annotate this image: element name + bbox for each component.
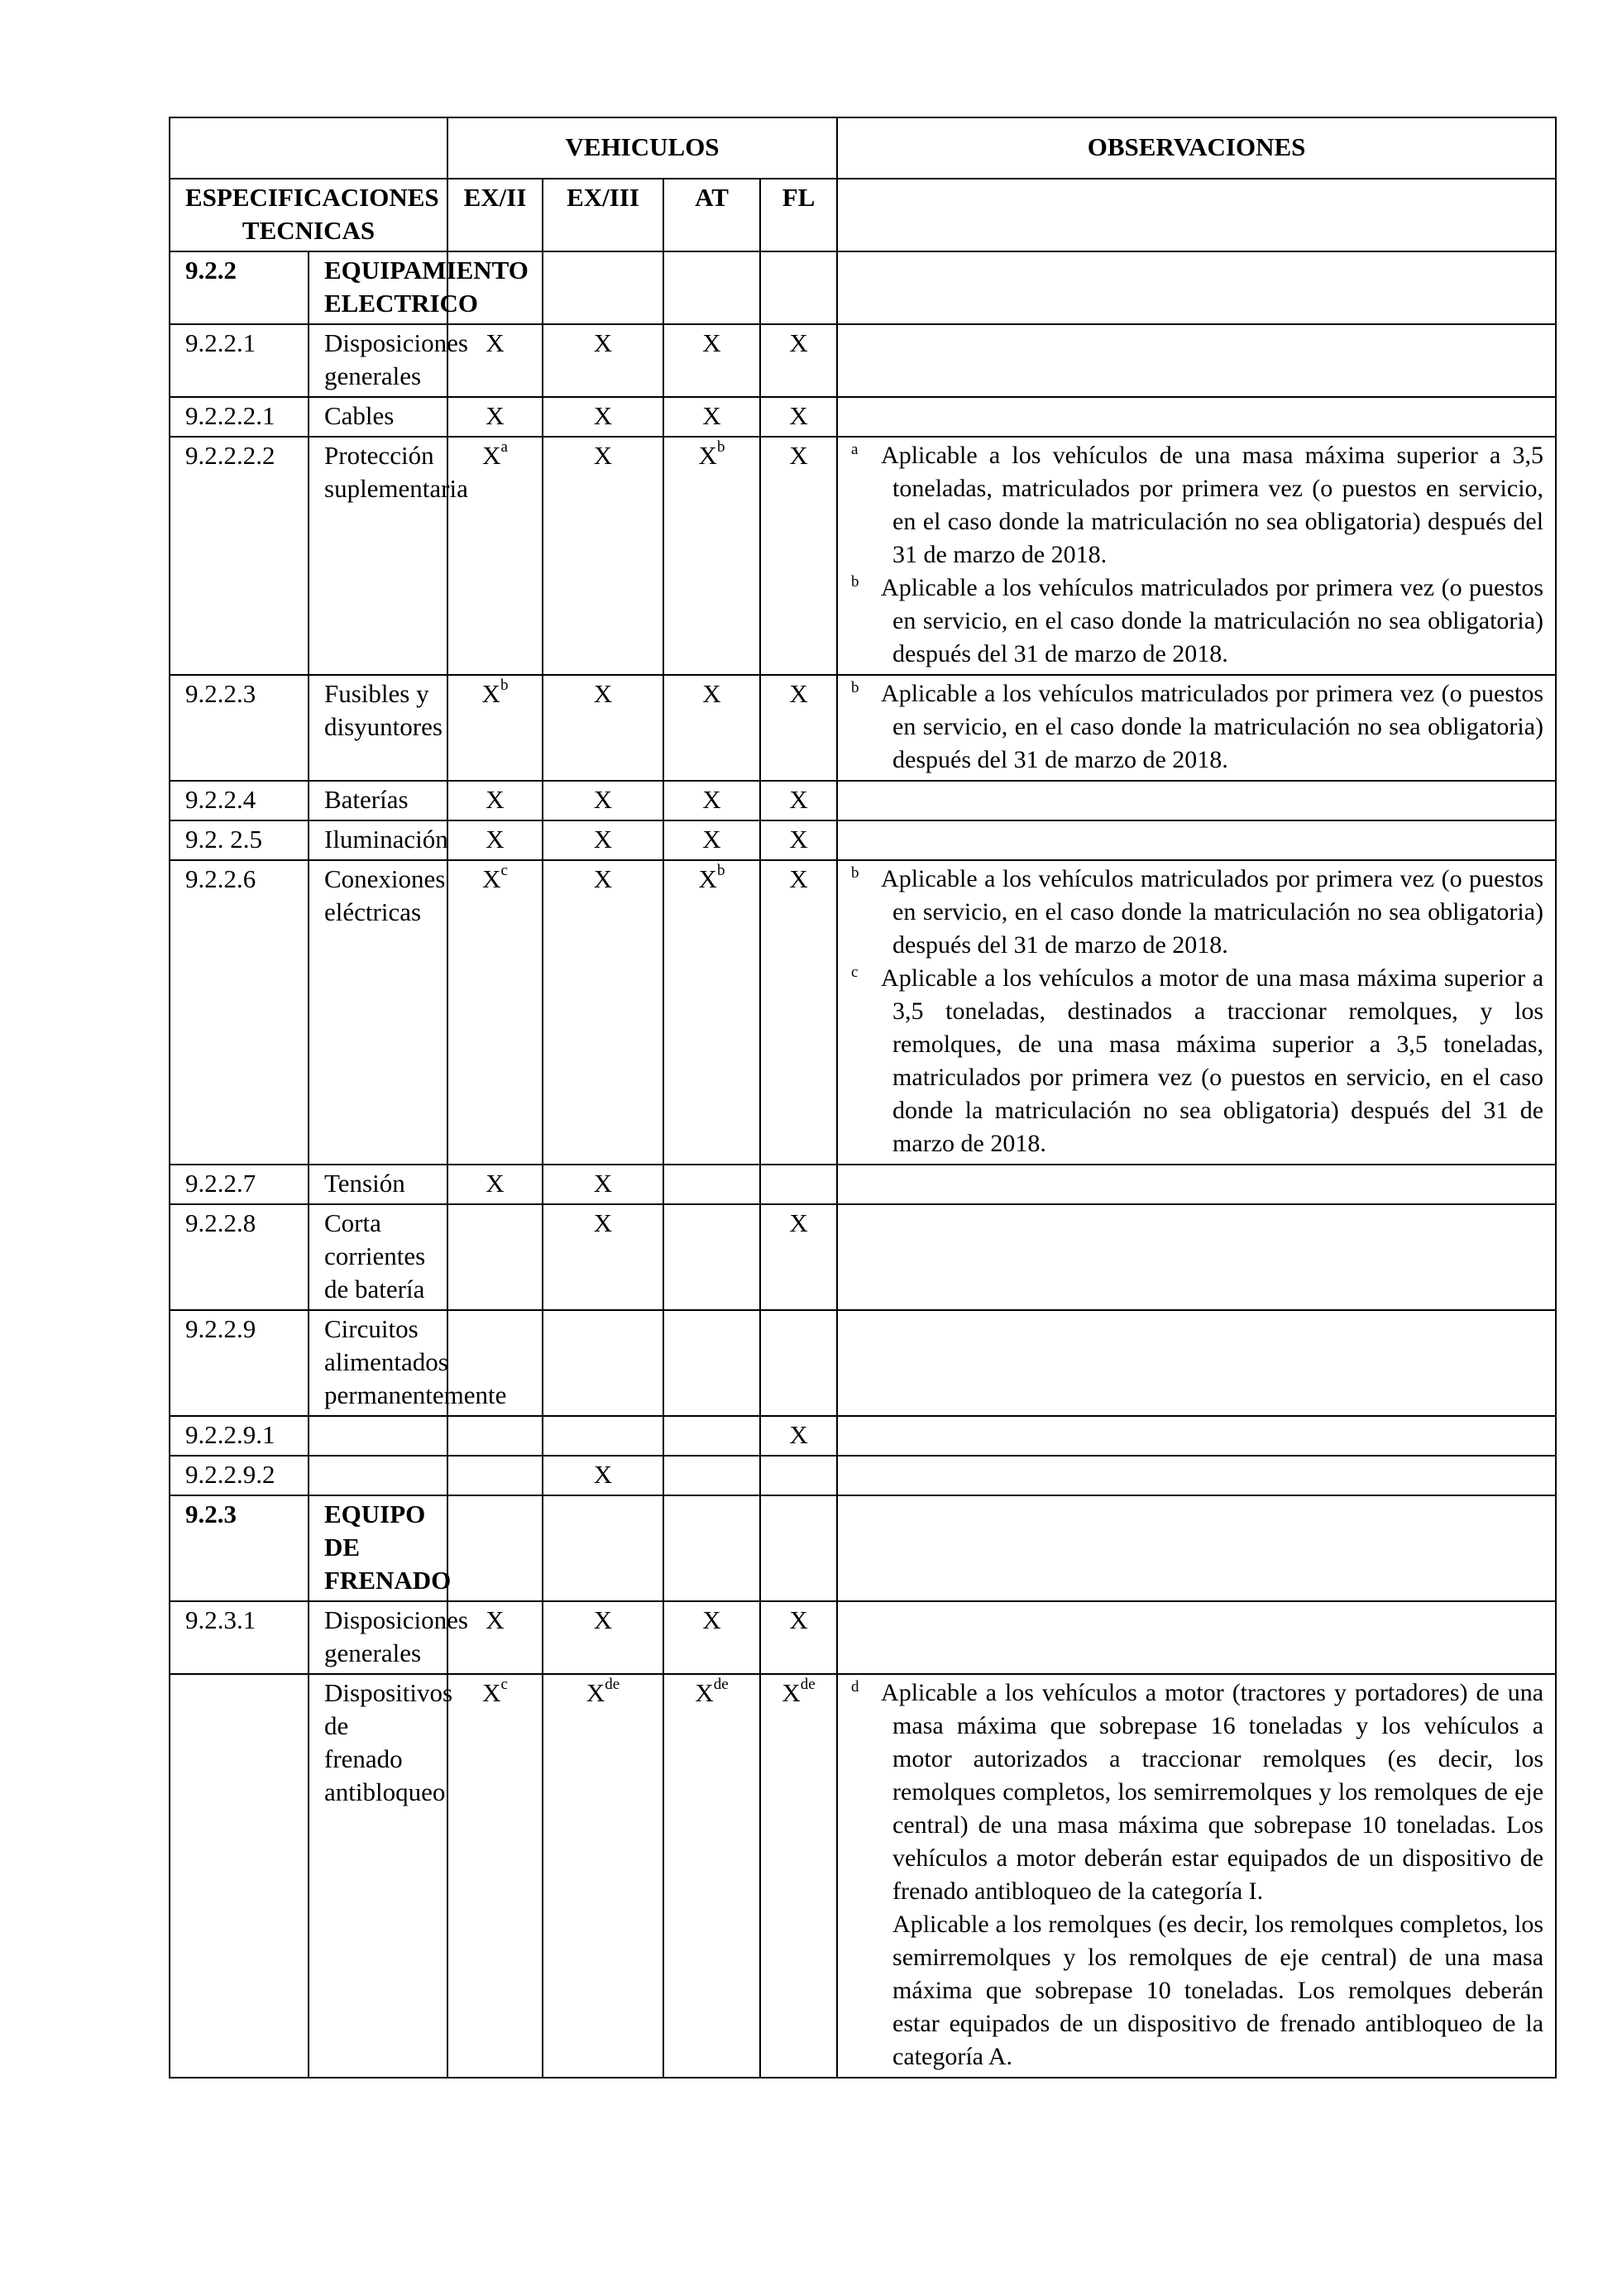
section-label: Protección suplementaria (309, 437, 447, 675)
applicability-mark: X (789, 1605, 808, 1634)
applicability-cell (760, 324, 837, 397)
section-label: EQUIPAMIENTO ELECTRICO (309, 251, 447, 324)
section-label: EQUIPO DE FRENADO (309, 1495, 447, 1601)
observations-cell (837, 324, 1556, 397)
applicability-cell (663, 675, 760, 781)
applicability-mark: X (702, 785, 721, 814)
applicability-mark: X (698, 441, 717, 470)
observations-cell (837, 820, 1556, 860)
table-row (170, 781, 1556, 820)
applicability-cell (663, 324, 760, 397)
applicability-mark: X (482, 1678, 501, 1707)
applicability-cell (447, 675, 543, 781)
footnote-ref: a (500, 438, 508, 456)
col-ex-iii-header: EX/III (543, 179, 663, 251)
applicability-mark: X (702, 679, 721, 708)
specifications-table (169, 117, 1557, 2078)
applicability-cell (663, 1165, 760, 1204)
applicability-cell (447, 397, 543, 437)
table-row (170, 1601, 1556, 1674)
vehicles-header: VEHICULOS (447, 117, 837, 179)
applicability-mark: X (789, 679, 808, 708)
applicability-mark: X (486, 328, 505, 357)
applicability-mark: X (593, 864, 613, 893)
applicability-mark: X (789, 864, 808, 893)
observations-cell (837, 860, 1556, 1165)
applicability-mark: X (586, 1678, 605, 1707)
applicability-cell (447, 1456, 543, 1495)
observation-note (851, 962, 1543, 1160)
table-row (170, 675, 1556, 781)
applicability-cell (543, 324, 663, 397)
applicability-mark: X (702, 328, 721, 357)
applicability-cell (543, 860, 663, 1165)
observations-cell (837, 675, 1556, 781)
applicability-cell (543, 1165, 663, 1204)
applicability-cell (760, 860, 837, 1165)
footnote-marker: d (851, 1678, 859, 1696)
applicability-mark: X (789, 825, 808, 854)
applicability-mark: X (593, 441, 613, 470)
applicability-cell (543, 1674, 663, 2078)
applicability-cell (663, 1674, 760, 2078)
footnote-ref: de (800, 1675, 816, 1693)
applicability-cell (760, 1456, 837, 1495)
applicability-mark: X (789, 328, 808, 357)
applicability-mark: X (695, 1678, 714, 1707)
applicability-mark: X (702, 401, 721, 430)
applicability-mark: X (789, 401, 808, 430)
applicability-mark: X (486, 785, 505, 814)
table-body (170, 251, 1556, 2078)
applicability-mark: X (789, 441, 808, 470)
applicability-cell (663, 437, 760, 675)
applicability-cell (760, 675, 837, 781)
applicability-cell (760, 1204, 837, 1310)
footnote-ref: de (605, 1675, 620, 1693)
applicability-cell (760, 1674, 837, 2078)
applicability-cell (760, 251, 837, 324)
applicability-mark: X (593, 1169, 613, 1198)
applicability-cell (543, 251, 663, 324)
applicability-cell (663, 1495, 760, 1601)
observation-note (851, 439, 1543, 572)
table-row (170, 1495, 1556, 1601)
section-number: 9.2.2 (170, 251, 309, 324)
observations-cell (837, 251, 1556, 324)
applicability-mark: X (702, 825, 721, 854)
section-number: 9.2.2.2.1 (170, 397, 309, 437)
footnote-ref: c (500, 861, 508, 879)
applicability-cell (760, 1416, 837, 1456)
footnote-text: Aplicable a los vehículos matriculados por primera vez (o puestos en servicio, en el caso donde la matriculación no sea obligatoria) después del 31 de marzo de 2018. (881, 574, 1544, 667)
applicability-cell (543, 820, 663, 860)
section-number: 9.2.2.9.2 (170, 1456, 309, 1495)
applicability-cell (760, 437, 837, 675)
header-row-columns (170, 179, 1556, 251)
applicability-cell (447, 1416, 543, 1456)
col-ex-ii-header: EX/II (447, 179, 543, 251)
footnote-marker: b (851, 679, 859, 696)
section-label: Corta corrientes de batería (309, 1204, 447, 1310)
applicability-mark: X (486, 1169, 505, 1198)
col-at-header: AT (663, 179, 760, 251)
observation-note (851, 1677, 1543, 1908)
applicability-mark: X (481, 679, 500, 708)
section-label: Conexiones eléctricas (309, 860, 447, 1165)
applicability-cell (760, 1310, 837, 1416)
applicability-cell (543, 1601, 663, 1674)
applicability-cell (663, 781, 760, 820)
section-number: 9.2.2.9 (170, 1310, 309, 1416)
applicability-mark: X (482, 441, 501, 470)
applicability-cell (663, 820, 760, 860)
footnote-ref: b (716, 861, 725, 879)
section-label: Dispositivos de frenado antibloqueo (309, 1674, 447, 2078)
footnote-text: Aplicable a los remolques (es decir, los remolques completos, los semirremolques y los remolques de eje central) de una masa máxima que sobrepase 10 toneladas. Los remolques deberán estar equipados de un dispositivo de frenado antibloqueo de la categoría A. (892, 1911, 1544, 2070)
applicability-mark: X (593, 679, 613, 708)
observation-note (851, 1908, 1543, 2074)
applicability-cell (447, 860, 543, 1165)
applicability-mark: X (593, 1460, 613, 1489)
observation-note (851, 677, 1543, 777)
section-number: 9.2.2.3 (170, 675, 309, 781)
applicability-cell (447, 1495, 543, 1601)
technical-specs-header: ESPECIFICACIONES TECNICAS (170, 179, 447, 251)
applicability-mark: X (482, 864, 501, 893)
footnote-marker: b (851, 573, 859, 591)
section-label: Tensión (309, 1165, 447, 1204)
applicability-cell (447, 820, 543, 860)
section-label: Baterías (309, 781, 447, 820)
observations-cell (837, 781, 1556, 820)
section-label (309, 1416, 447, 1456)
applicability-mark: X (486, 825, 505, 854)
observations-cell (837, 1165, 1556, 1204)
applicability-mark: X (593, 1605, 613, 1634)
observations-blank-header (837, 179, 1556, 251)
observation-note (851, 863, 1543, 962)
section-number (170, 1674, 309, 2078)
observations-header: OBSERVACIONES (837, 117, 1556, 179)
applicability-cell (760, 781, 837, 820)
section-number: 9.2.2.1 (170, 324, 309, 397)
observations-cell (837, 1495, 1556, 1601)
header-row-vehicles (170, 117, 1556, 179)
applicability-mark: X (593, 401, 613, 430)
col-fl-header: FL (760, 179, 837, 251)
footnote-text: Aplicable a los vehículos a motor de una masa máxima superior a 3,5 toneladas, destinados a traccionar remolques, y los remolques, de una masa máxima superior a 3,5 toneladas, matriculados por primera vez (o puestos en servicio, en el caso donde la matriculación no sea obligatoria) después del 31 de marzo de 2018. (881, 964, 1544, 1157)
applicability-cell (543, 437, 663, 675)
applicability-cell (663, 1456, 760, 1495)
applicability-cell (543, 1495, 663, 1601)
applicability-mark: X (486, 401, 505, 430)
observations-cell (837, 1601, 1556, 1674)
applicability-cell (543, 1416, 663, 1456)
applicability-cell (663, 397, 760, 437)
section-label: Disposiciones generales (309, 1601, 447, 1674)
table-row (170, 437, 1556, 675)
section-number: 9.2.2.4 (170, 781, 309, 820)
section-number: 9.2.3 (170, 1495, 309, 1601)
table-row (170, 1674, 1556, 2078)
applicability-mark: X (702, 1605, 721, 1634)
observations-cell (837, 1204, 1556, 1310)
observations-cell (837, 1456, 1556, 1495)
applicability-mark: X (789, 1208, 808, 1237)
table-row (170, 820, 1556, 860)
applicability-cell (447, 1674, 543, 2078)
applicability-cell (543, 1456, 663, 1495)
applicability-mark: X (593, 785, 613, 814)
applicability-cell (543, 397, 663, 437)
applicability-cell (447, 1204, 543, 1310)
footnote-text: Aplicable a los vehículos matriculados por primera vez (o puestos en servicio, en el caso donde la matriculación no sea obligatoria) después del 31 de marzo de 2018. (881, 865, 1544, 959)
header-empty-cell (170, 117, 447, 179)
applicability-mark: X (789, 785, 808, 814)
applicability-cell (543, 1310, 663, 1416)
section-label (309, 1456, 447, 1495)
observations-cell (837, 397, 1556, 437)
observations-cell (837, 1674, 1556, 2078)
applicability-cell (447, 781, 543, 820)
applicability-mark: X (782, 1678, 801, 1707)
section-label: Disposiciones generales (309, 324, 447, 397)
section-number: 9.2.2.2.2 (170, 437, 309, 675)
footnote-text: Aplicable a los vehículos matriculados por primera vez (o puestos en servicio, en el caso donde la matriculación no sea obligatoria) después del 31 de marzo de 2018. (881, 680, 1544, 773)
applicability-mark: X (593, 328, 613, 357)
table-row (170, 860, 1556, 1165)
table-row (170, 324, 1556, 397)
table-row (170, 1165, 1556, 1204)
applicability-cell (447, 1165, 543, 1204)
applicability-mark: X (698, 864, 717, 893)
applicability-cell (663, 1601, 760, 1674)
footnote-ref: b (716, 438, 725, 456)
applicability-cell (663, 1416, 760, 1456)
section-number: 9.2.3.1 (170, 1601, 309, 1674)
table-row (170, 1456, 1556, 1495)
section-label: Circuitos alimentados permanentemente (309, 1310, 447, 1416)
table-row (170, 1416, 1556, 1456)
section-number: 9.2.2.7 (170, 1165, 309, 1204)
footnote-marker: b (851, 864, 859, 882)
observations-cell (837, 1416, 1556, 1456)
applicability-cell (543, 781, 663, 820)
applicability-cell (543, 675, 663, 781)
applicability-cell (543, 1204, 663, 1310)
section-label: Fusibles y disyuntores (309, 675, 447, 781)
footnote-text: Aplicable a los vehículos de una masa máxima superior a 3,5 toneladas, matriculados por primera vez (o puestos en servicio, en el caso donde la matriculación no sea obligatoria) después del 31 de marzo de 2018. (881, 442, 1544, 568)
applicability-cell (663, 1310, 760, 1416)
footnote-marker: c (851, 964, 859, 981)
footnote-ref: b (500, 676, 509, 694)
table-row (170, 251, 1556, 324)
applicability-cell (760, 1495, 837, 1601)
table-row (170, 1310, 1556, 1416)
applicability-cell (760, 820, 837, 860)
section-label: Cables (309, 397, 447, 437)
applicability-cell (760, 397, 837, 437)
applicability-mark: X (486, 1605, 505, 1634)
section-label: Iluminación (309, 820, 447, 860)
section-number: 9.2. 2.5 (170, 820, 309, 860)
observations-cell (837, 437, 1556, 675)
applicability-cell (663, 251, 760, 324)
applicability-cell (663, 1204, 760, 1310)
observations-cell (837, 1310, 1556, 1416)
section-number: 9.2.2.6 (170, 860, 309, 1165)
applicability-cell (663, 860, 760, 1165)
footnote-ref: de (713, 1675, 729, 1693)
applicability-cell (760, 1601, 837, 1674)
observation-note (851, 572, 1543, 671)
footnote-ref: c (500, 1675, 508, 1693)
footnote-text: Aplicable a los vehículos a motor (tractores y portadores) de una masa máxima que sobrepase 16 toneladas y los vehículos a motor autorizados a traccionar remolques (es decir, los remolques completos, los semirremolques y los remolques de eje central) de una masa máxima que sobrepase 10 toneladas. Los vehículos a motor deberán estar equipados de un dispositivo de frenado antibloqueo de la categoría I. (881, 1679, 1544, 1905)
section-number: 9.2.2.8 (170, 1204, 309, 1310)
table-row (170, 397, 1556, 437)
section-number: 9.2.2.9.1 (170, 1416, 309, 1456)
footnote-marker: a (851, 441, 859, 458)
applicability-cell (760, 1165, 837, 1204)
applicability-mark: X (789, 1420, 808, 1449)
table-row (170, 1204, 1556, 1310)
applicability-mark: X (593, 1208, 613, 1237)
applicability-mark: X (593, 825, 613, 854)
